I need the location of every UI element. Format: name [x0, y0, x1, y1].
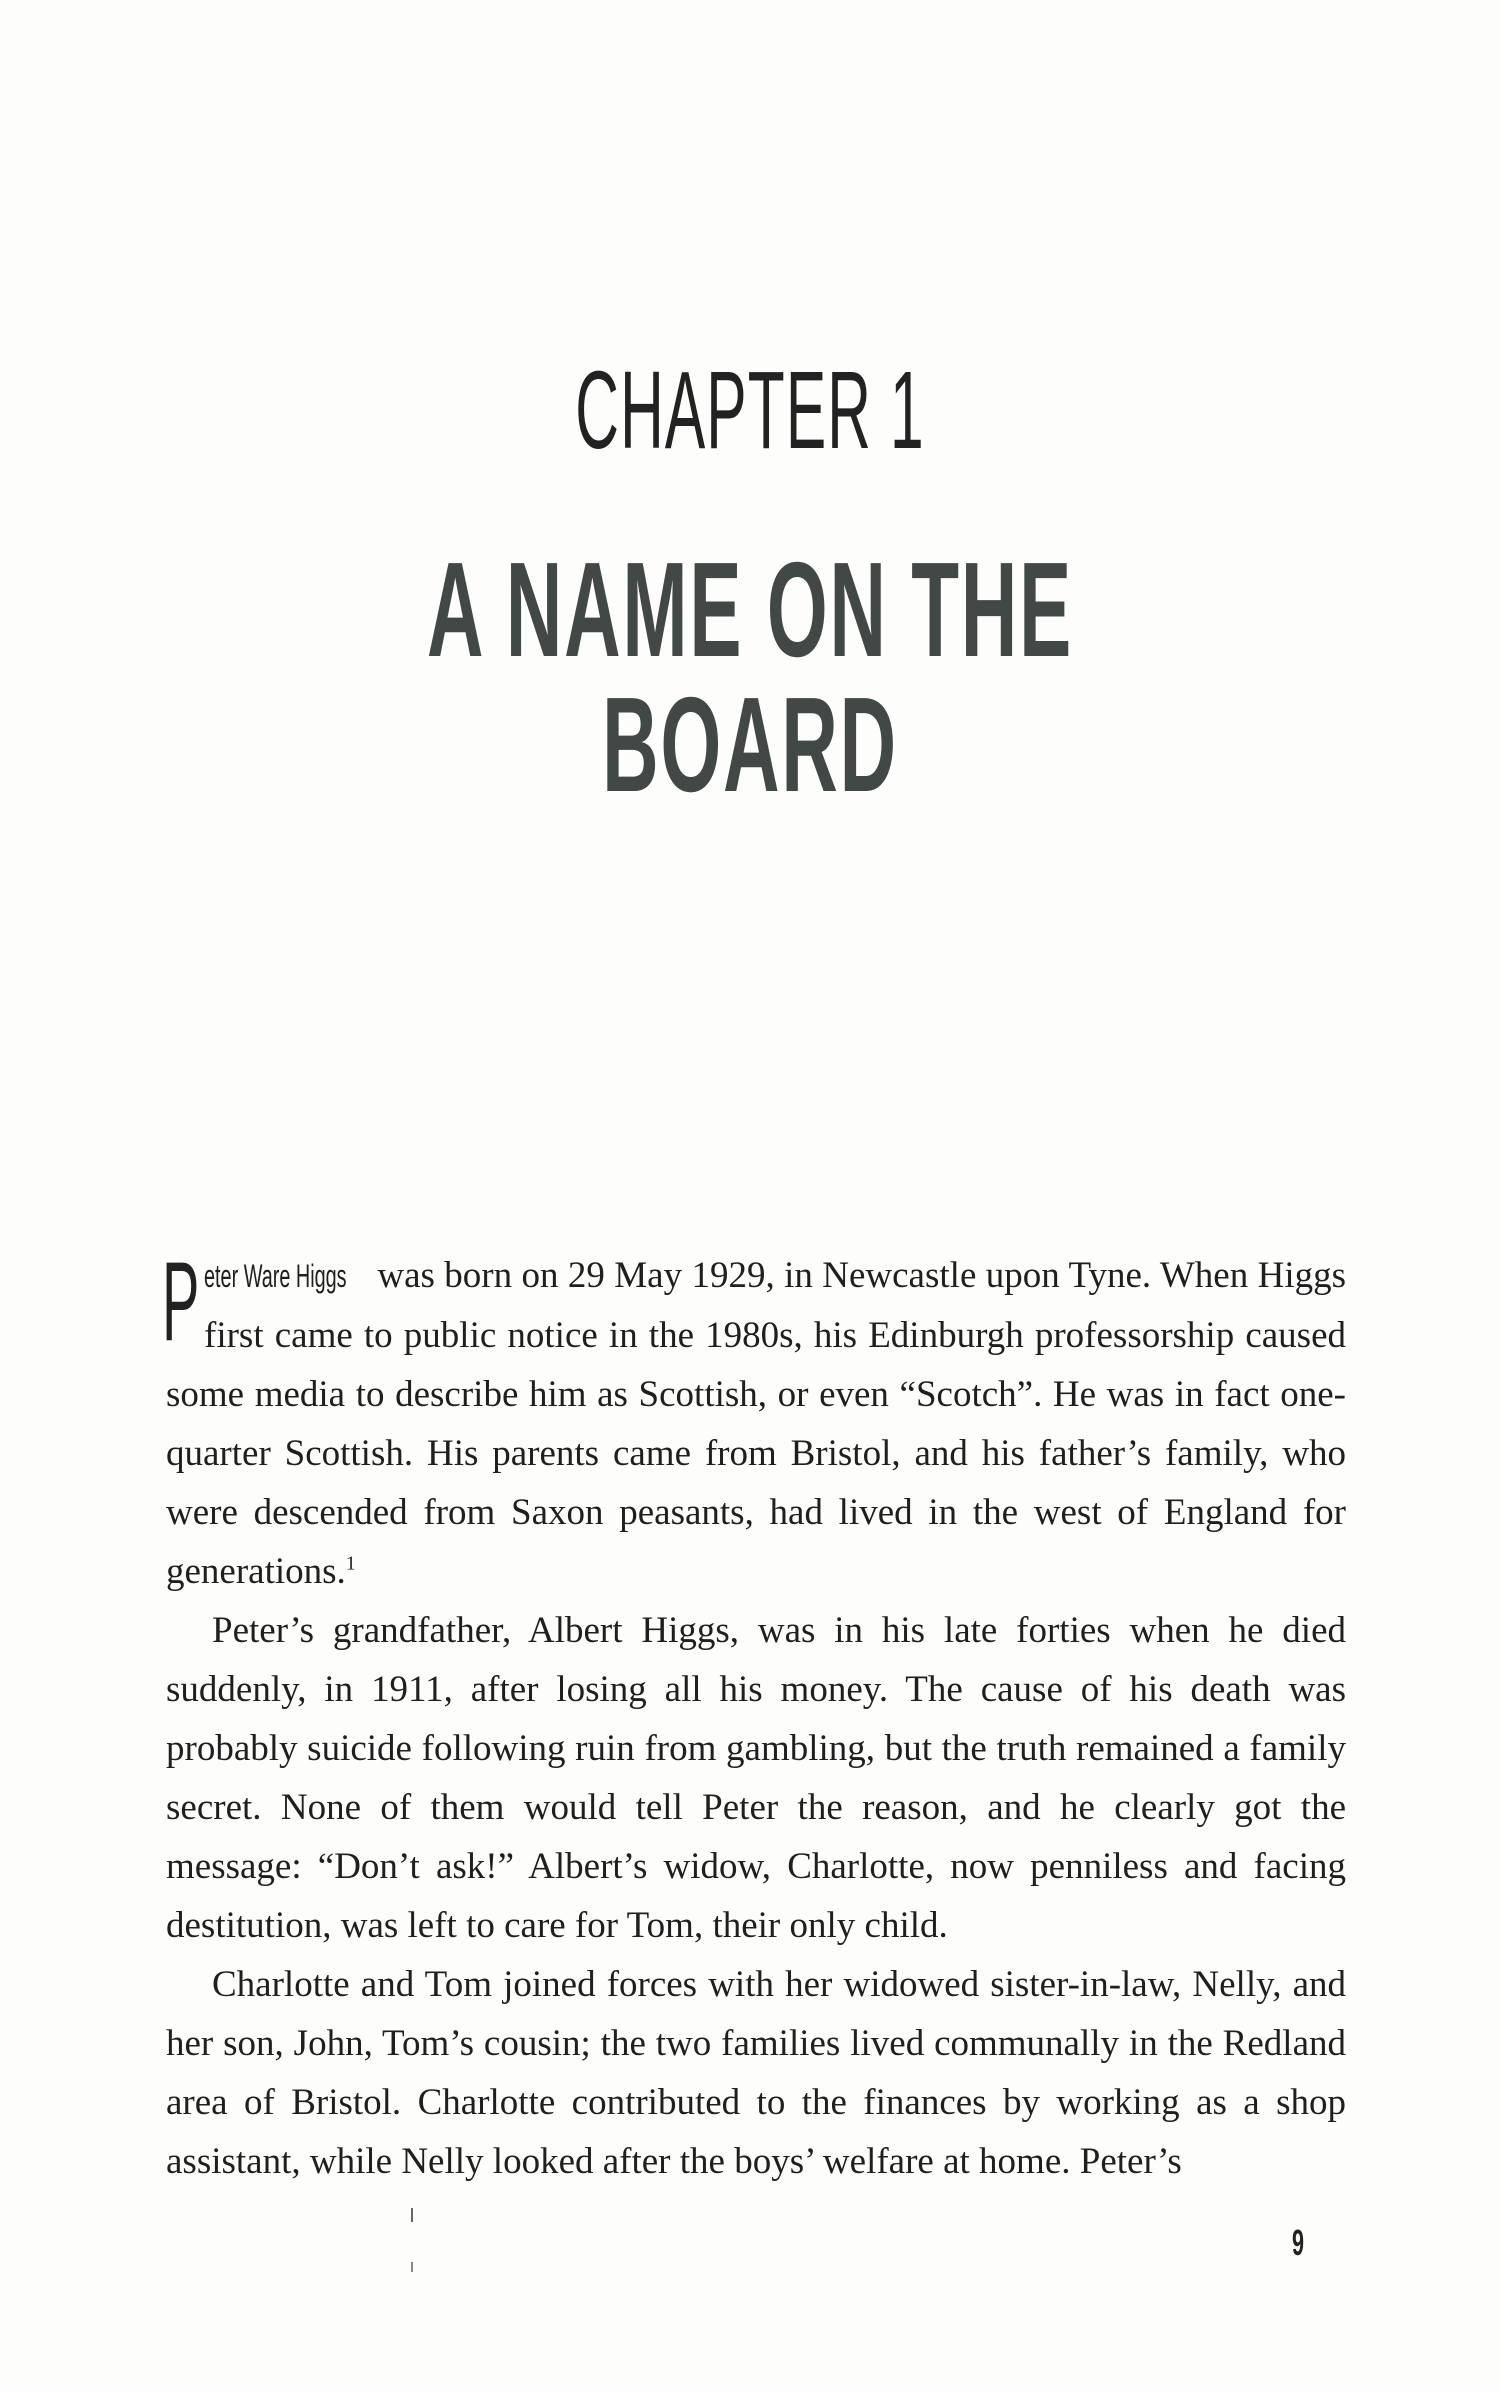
paragraph-3: Charlotte and Tom joined forces with her widowed sister-in-law, Nelly, and her son, John, Tom’s cousin; the two families lived communally in the Redland area of Bristol. Charlotte contributed to the finances by working as a shop assistant, while Nelly looked after the boys’ welfare at home. Peter’s [166, 1964, 1346, 2182]
page-number: 9 [1292, 2222, 1305, 2263]
scan-speck [411, 2262, 413, 2272]
chapter-title: A NAME ON THE BOARD [426, 534, 1074, 820]
drop-cap: P [162, 1239, 200, 1364]
author-name-smallcaps: eter Ware Higgs [204, 1258, 347, 1294]
body-text [162, 1239, 1346, 2191]
footnote-marker: 1 [345, 1552, 356, 1575]
paragraph-1-text: was born on 29 May 1929, in Newcastle upon Tyne. When Higgs first came to public notice in the 1980s, his Edinburgh professorship caused some media to describe him as Scottish, or even “Scotch”. He was in fact one-quarter Scottish. His parents came from Bristol, and his father’s family, who were descended from Saxon peasants, had lived in the west of England for generations. [166, 1255, 1346, 1592]
scan-speck [411, 2208, 413, 2222]
chapter-label: CHAPTER 1 [575, 349, 925, 472]
paragraph-2: Peter’s grandfather, Albert Higgs, was in his late forties when he died suddenly, in 1911, after losing all his money. The cause of his death was probably suicide following ruin from gambling, but the truth remained a family secret. None of them would tell Peter the reason, and he clearly got the message: “Don’t ask!” Albert’s widow, Charlotte, now penniless and facing destitution, was left to care for Tom, their only child. [166, 1610, 1346, 1946]
paragraph-1 [162, 1239, 1346, 1601]
